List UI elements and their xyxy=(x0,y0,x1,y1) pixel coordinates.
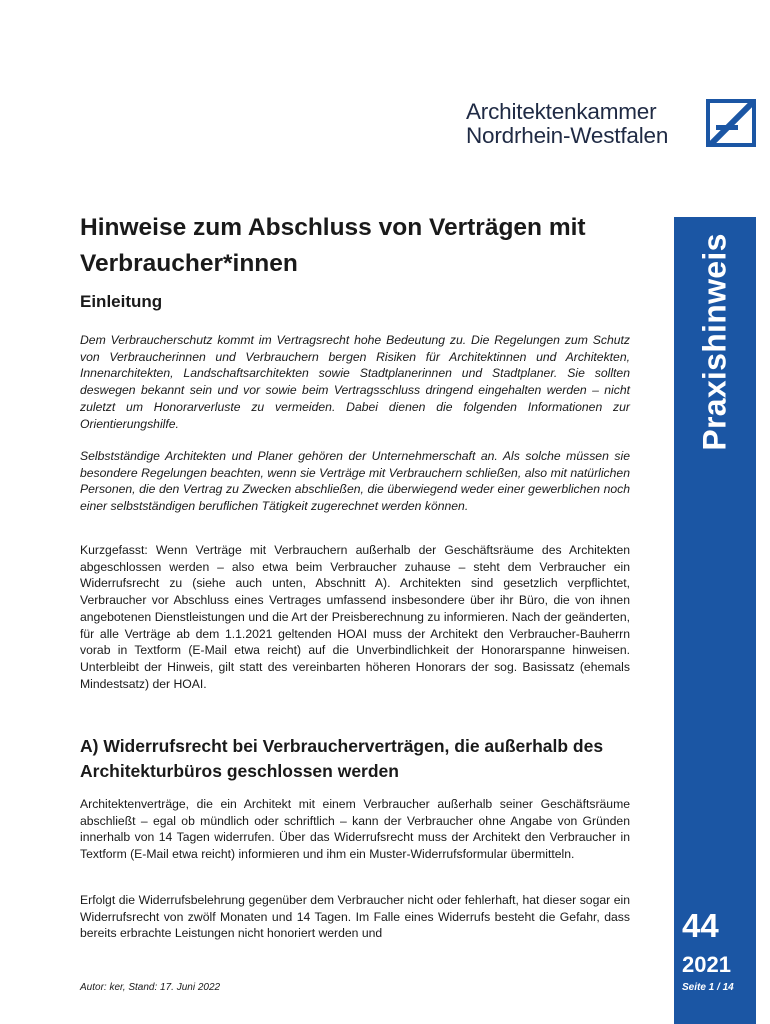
organization-name xyxy=(466,100,668,148)
intro-paragraph-1: Dem Verbraucherschutz kommt im Vertragsrecht hohe Bedeutung zu. Die Regelungen zum Schutz von Verbraucherinnen und Verbrauchern bergen Risiken für Architektinnen und Architekten, Innenarchitekten, Landschaftsarchitekten sowie Stadtplanerinnen und Stadtplaner. Sie sollten deswegen bekannt sein und vor sowie beim Vertragsschluss dringend eingehalten werden – nicht zuletzt um Honorarverluste zu vermeiden. Dabei dienen die folgenden Informationen zur Orientierungshilfe. xyxy=(80,333,630,431)
document-type-label: Praxishinweis xyxy=(696,233,733,451)
summary-paragraph: Kurzgefasst: Wenn Verträge mit Verbrauchern außerhalb der Geschäftsräume des Architekten abgeschlossen werden – also etwa beim Verbraucher zuhause – steht dem Verbraucher ein Widerrufsrecht zu (siehe auch unten, Abschnitt A). Architekten sind gesetzlich verpflichtet, Verbraucher vor Abschluss eines Vertrages umfassend insbesondere über ihr Büro, die von ihnen angebotenen Dienstleistungen und die Art der Preisberechnung zu informieren. Nach der geänderten, für alle Verträge ab dem 1.1.2021 geltenden HOAI muss der Architekt den Verbraucher-Bauherrn vorab in Textform (E-Mail etwa reicht) auf die Unverbindlichkeit der Honorarspanne hinweisen. Unterbleibt der Hinweis, gilt statt des vereinbarten höheren Honorars der sog. Basissatz (ehemals Mindestsatz) der HOAI. xyxy=(80,543,630,691)
intro-paragraph-2: Selbstständige Architekten und Planer gehören der Unternehmerschaft an. Als solche müssen sie besondere Regelungen beachten, wenn sie Verträge mit Verbrauchern schließen, also mit natürlichen Personen, die den Vertrag zu Zwecken abschließen, die überwiegend weder einer gewerblichen noch einer selbstständigen beruflichen Tätigkeit zugerechnet werden können. xyxy=(80,449,630,514)
intro-heading: Einleitung xyxy=(80,292,163,311)
sidebar-label xyxy=(674,217,756,467)
org-name-line2: Nordrhein-Westfalen xyxy=(466,123,669,148)
sidebar-band xyxy=(674,217,756,1024)
section-a-paragraph-2: Erfolgt die Widerrufsbelehrung gegenüber dem Verbraucher nicht oder fehlerhaft, hat dieser sogar ein Widerrufsrecht von zwölf Monaten und 14 Tagen. Im Falle eines Widerrufs besteht die Gefahr, dass bereits erbrachte Leistungen nicht honoriert werden und xyxy=(80,893,630,941)
footer-author: Autor: ker, Stand: 17. Juni 2022 xyxy=(80,982,221,993)
issue-year: 2021 xyxy=(682,952,731,977)
section-a-paragraph-1: Architektenverträge, die ein Architekt mit einem Verbraucher außerhalb seiner Geschäftsräume abschließt – egal ob mündlich oder schriftlich – kann der Verbraucher ohne Angabe von Gründen innerhalb von 14 Tagen widerrufen. Über das Widerrufsrecht muss der Architekt den Verbraucher in Textform (E-Mail etwa reicht) informieren und ihm ein Muster-Widerrufsformular übermitteln. xyxy=(80,797,630,862)
document-title: Hinweise zum Abschluss von Verträgen mit Verbraucher*innen xyxy=(80,214,586,277)
section-a-heading: A) Widerrufsrecht bei Verbraucherverträgen, die außerhalb des Architekturbüros geschlossen werden xyxy=(80,736,604,781)
logo-icon xyxy=(706,99,756,147)
issue-number: 44 xyxy=(682,907,719,944)
page-indicator: Seite 1 / 14 xyxy=(682,982,734,993)
org-name-line1: Architektenkammer xyxy=(466,99,657,124)
